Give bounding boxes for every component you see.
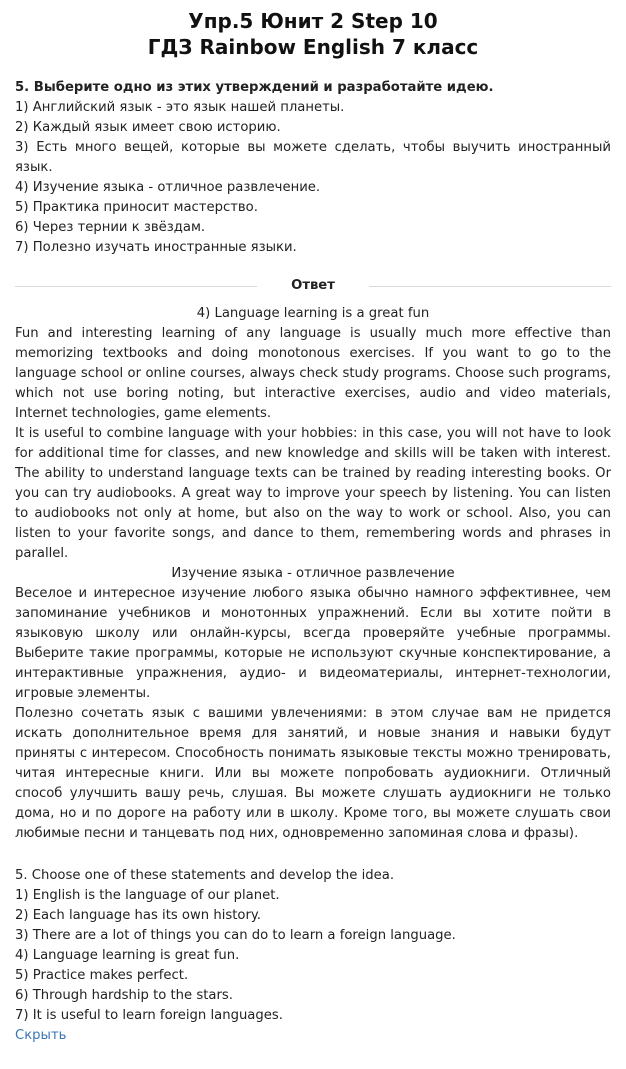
task-title: 5. Выберите одно из этих утверждений и разработайте идею. (15, 80, 494, 95)
english-task-item-3: 3) There are a lot of things you can do to learn a foreign language. (15, 928, 456, 943)
task-item-2: 2) Каждый язык имеет свою историю. (15, 120, 281, 135)
answer-label: Ответ (291, 278, 335, 293)
task-item-1: 1) Английский язык - это язык нашей планеты. (15, 100, 345, 115)
hide-link[interactable]: Скрыть (15, 1028, 67, 1043)
english-task-item-2: 2) Each language has its own history. (15, 908, 262, 923)
page-header (15, 8, 611, 60)
answer-ru-paragraph-2: Полезно сочетать язык с вашими увлечениями: в этом случае вам не придется искать дополнительное время для занятий, и новые знания и навыки будут приняты с интересом. Способность понимать языковые тексты можно тренировать, читая интересные книги. Или вы можете попробовать аудиокниги. Отличный способ улучшить вашу речь, слушая. Вы можете слушать аудиокниги не только дома, но и по дороге на работу или в школу. Кроме того, вы можете слушать свои любимые песни и танцевать под них, одновременно запоминая слова и фразы). (15, 706, 611, 841)
answer-en-heading: 4) Language learning is a great fun (196, 306, 430, 321)
english-task-item-5: 5) Practice makes perfect. (15, 968, 189, 983)
answer-ru-paragraph-1: Веселое и интересное изучение любого языка обычно намного эффективнее, чем запоминание учебников и монотонных упражнений. Если вы хотите пойти в языковую школу или онлайн-курсы, всегда проверяйте учебные программы. Выберите такие программы, которые не используют скучные конспектирование, а интерактивные упражнения, аудио- и видеоматериалы, интернет-технологии, игровые элементы. (15, 586, 611, 701)
english-task-item-6: 6) Through hardship to the stars. (15, 988, 233, 1003)
task-item-3: 3) Есть много вещей, которые вы можете сделать, чтобы выучить иностранный язык. (15, 140, 611, 175)
answer-en-paragraph-1: Fun and interesting learning of any language is usually much more effective than memorizing textbooks and doing monotonous exercises. If you want to go to the language school or online courses, always check study programs. Choose such programs, which not use boring noting, but interactive exercises, audio and video materials, Internet technologies, game elements. (15, 326, 611, 421)
page-subtitle: ГДЗ Rainbow English 7 класс (147, 35, 479, 59)
task-item-7: 7) Полезно изучать иностранные языки. (15, 240, 297, 255)
english-task-title: 5. Choose one of these statements and develop the idea. (15, 868, 395, 883)
task-item-4: 4) Изучение языка - отличное развлечение. (15, 180, 321, 195)
english-task-item-1: 1) English is the language of our planet. (15, 888, 280, 903)
task-block (15, 78, 611, 258)
task-item-6: 6) Через тернии к звёздам. (15, 220, 206, 235)
divider-rule-left (15, 286, 257, 287)
answer-divider (15, 276, 611, 296)
english-task-item-7: 7) It is useful to learn foreign languages. (15, 1008, 283, 1023)
answer-en-paragraph-2: It is useful to combine language with your hobbies: in this case, you will not have to look for additional time for classes, and new knowledge and skills will be taken with interest. The ability to understand language texts can be trained by reading interesting books. Or you can try audiobooks. A great way to improve your speech by listening. You can listen to audiobooks not only at home, but also on the way to work or school. Also, you can listen to your favorite songs, and dance to them, remembering words and phrases in parallel. (15, 426, 611, 561)
english-task-block (15, 866, 611, 1046)
english-task-item-4: 4) Language learning is great fun. (15, 948, 240, 963)
task-item-5: 5) Практика приносит мастерство. (15, 200, 258, 215)
answer-ru-heading: Изучение языка - отличное развлечение (171, 566, 455, 581)
answer-block (15, 304, 611, 844)
divider-rule-right (369, 286, 611, 287)
page-title: Упр.5 Юнит 2 Step 10 (188, 9, 438, 33)
